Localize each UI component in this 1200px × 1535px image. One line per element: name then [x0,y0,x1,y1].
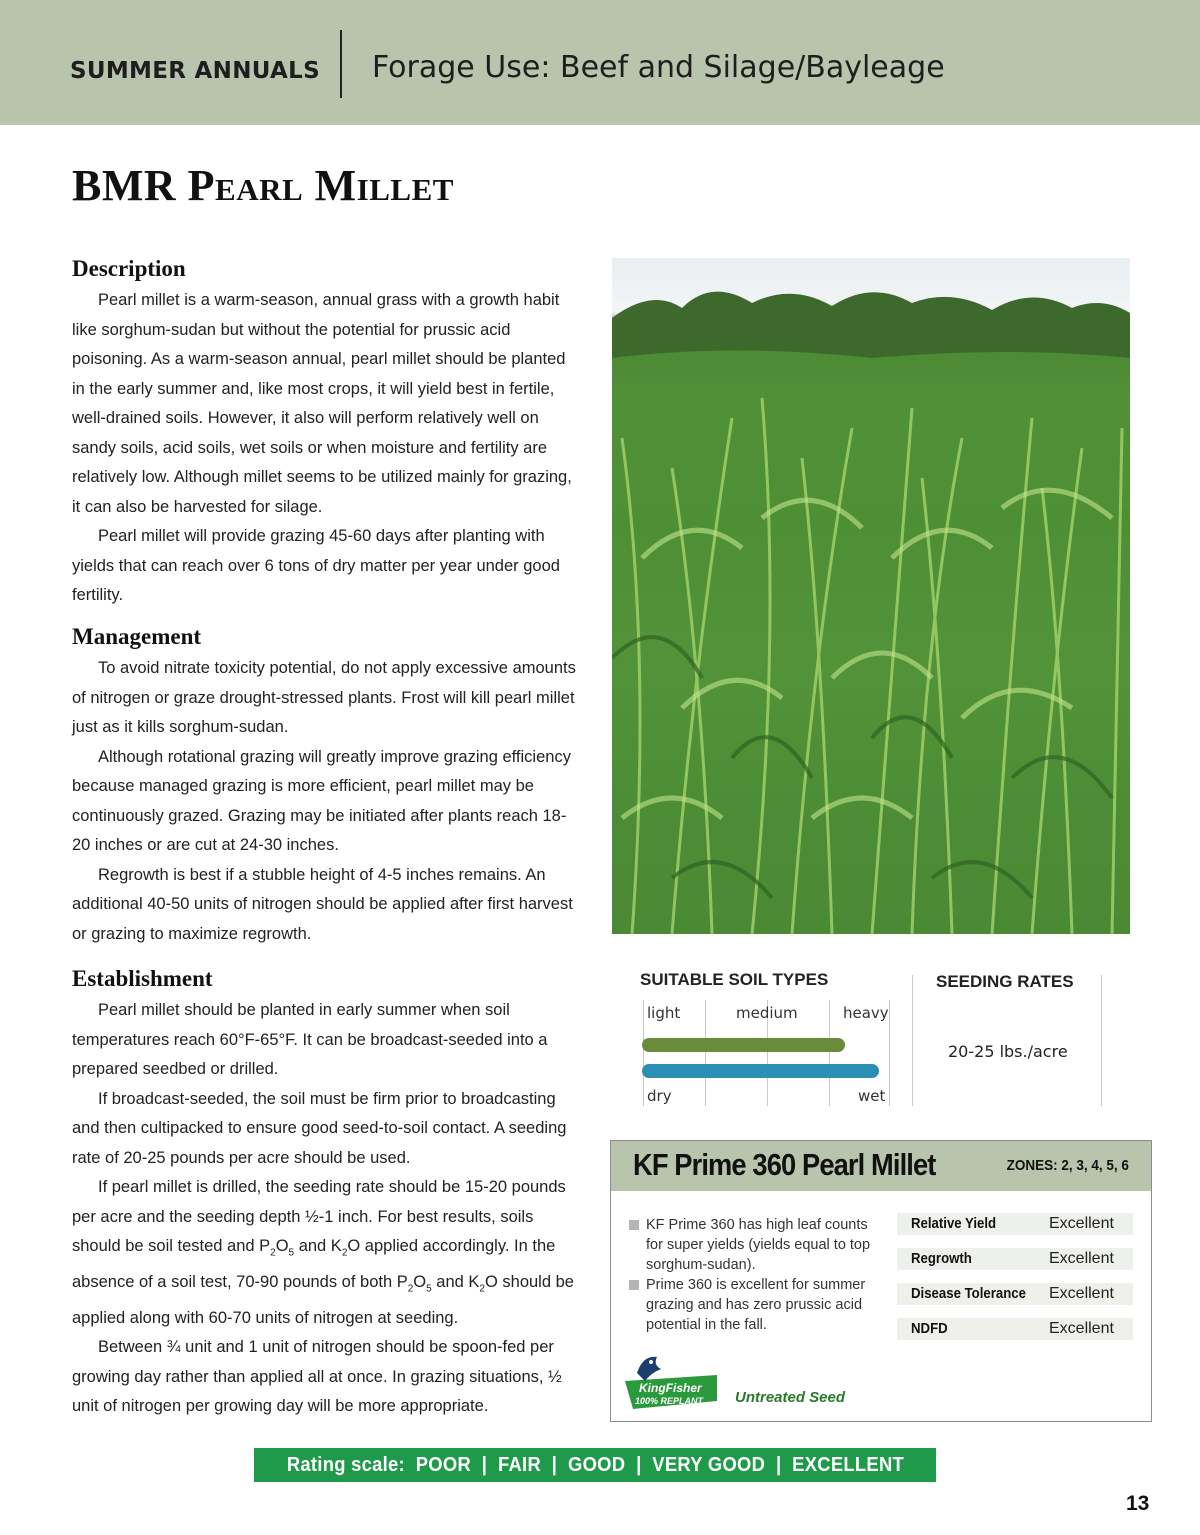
soil-texture-label: medium [736,1004,798,1022]
rating-row-relative-yield [897,1213,1133,1235]
grid-line [643,1000,644,1106]
rating-value: Excellent [1045,1283,1133,1305]
soil-types-title: SUITABLE SOIL TYPES [640,970,829,989]
soil-texture-label: heavy [843,1004,889,1022]
pearl-millet-photo [612,258,1130,934]
establishment-paragraph: Between ¾ unit and 1 unit of nitrogen should be spoon-fed per growing day rather than applied all at once. In grazing situations, ½ unit of nitrogen per growing day will be more appropriate. [72,1338,562,1416]
establishment-paragraph: Pearl millet should be planted in early summer when soil temperatures reach 60°F-65°F. It can be broadcast-seeded into a prepared seedbed or drilled. [72,1001,548,1078]
variety-header [611,1141,1151,1191]
section-label: SUMMER ANNUALS [70,58,320,84]
svg-text:KingFisher: KingFisher [639,1381,702,1395]
rating-label: Relative Yield [911,1215,997,1232]
rating-scale-text: Rating scale: POOR | FAIR | GOOD | VERY GOOD | EXCELLENT [286,1454,904,1476]
rating-label: NDFD [911,1320,948,1337]
variety-bullet: Prime 360 is excellent for summer grazing and has zero prussic acid potential in the fall. [629,1275,886,1335]
kingfisher-logo [623,1351,717,1409]
soil-moisture-label: wet [858,1087,886,1105]
page-number: 13 [1126,1492,1150,1515]
management-section [72,624,582,949]
rating-label: Disease Tolerance [911,1285,1026,1302]
bullet-square-icon [629,1280,639,1290]
rating-row-disease-tolerance [897,1283,1133,1305]
seeding-rate-value: 20-25 lbs./acre [948,1042,1068,1061]
variety-box [610,1140,1152,1422]
soil-texture-range-bar [642,1038,845,1052]
variety-bullet: KF Prime 360 has high leaf counts for super yields (yields equal to top sorghum-sudan). [629,1215,886,1275]
seeding-rates-title: SEEDING RATES [936,972,1074,991]
management-paragraph: To avoid nitrate toxicity potential, do not apply excessive amounts of nitrogen or graze drought-stressed plants. Frost will kill pearl millet just as it kills sorghum-sudan. [72,659,576,736]
rating-row-ndfd [897,1318,1133,1340]
establishment-section [72,966,582,1422]
establishment-heading: Establishment [72,966,213,991]
grid-line [912,975,913,1106]
description-heading: Description [72,256,186,281]
rating-value: Excellent [1045,1213,1133,1235]
rating-value: Excellent [1045,1248,1133,1270]
establishment-paragraph: If pearl millet is drilled, the seeding rate should be 15-20 pounds per acre and the seeding depth ½-1 inch. For best results, soils should be soil tested and $P_2O_5$ and $K_2O$ applied accordingly. In the absence of a soil test, 70-90 pounds of both $P_2O_5$ and $K_2O$ should be applied along with 60-70 units of nitrogen at seeding. [72,1178,574,1327]
variety-name: KF Prime 360 Pearl Millet [633,1147,936,1182]
rating-scale-bar [254,1448,936,1482]
grid-line [889,1000,890,1106]
untreated-seed-label: Untreated Seed [735,1389,846,1406]
variety-zones: ZONES: 2, 3, 4, 5, 6 [1006,1157,1129,1174]
rating-label: Regrowth [911,1250,972,1267]
rating-row-regrowth [897,1248,1133,1270]
description-paragraph: Pearl millet is a warm-season, annual grass with a growth habit like sorghum-sudan but without the potential for prussic acid poisoning. As a warm-season annual, pearl millet should be planted in the early summer and, like most crops, it will yield best in fertile, well-drained soils. However, it also will perform relatively well on sandy soils, acid soils, wet soils or when moisture and fertility are relatively low. Although millet seems to be utilized mainly for grazing, it can also be harvested for silage. [72,291,572,516]
description-paragraph: Pearl millet will provide grazing 45-60 days after planting with yields that can reach over 6 tons of dry matter per year under good fertility. [72,527,560,604]
svg-text:100% REPLANT: 100% REPLANT [635,1396,704,1406]
soil-moisture-range-bar [642,1064,879,1078]
establishment-paragraph: If broadcast-seeded, the soil must be firm prior to broadcasting and then cultipacked to ensure good seed-to-soil contact. A seeding rate of 20-25 pounds per acre should be used. [72,1089,567,1167]
soil-moisture-label: dry [647,1087,672,1105]
header-divider [340,30,342,98]
rating-value: Excellent [1045,1318,1133,1340]
description-section [72,256,582,611]
management-paragraph: Regrowth is best if a stubble height of 4-5 inches remains. An additional 40-50 units of nitrogen should be applied after first harvest or grazing to maximize regrowth. [72,865,573,943]
forage-use-label: Forage Use: Beef and Silage/Bayleage [372,50,945,85]
soil-texture-label: light [647,1004,681,1022]
grid-line [829,1000,830,1106]
bullet-square-icon [629,1220,639,1230]
grid-line [1101,975,1102,1106]
management-heading: Management [72,624,202,649]
management-paragraph: Although rotational grazing will greatly improve grazing efficiency because managed grazing is more efficient, pearl millet may be continuously grazed. Grazing may be initiated after plants reach 18-20 inches or are cut at 24-30 inches. [72,747,571,854]
page-title: BMR Pearl Millet [72,161,454,210]
millet-field-illustration [612,258,1130,934]
grid-line [705,1000,706,1106]
